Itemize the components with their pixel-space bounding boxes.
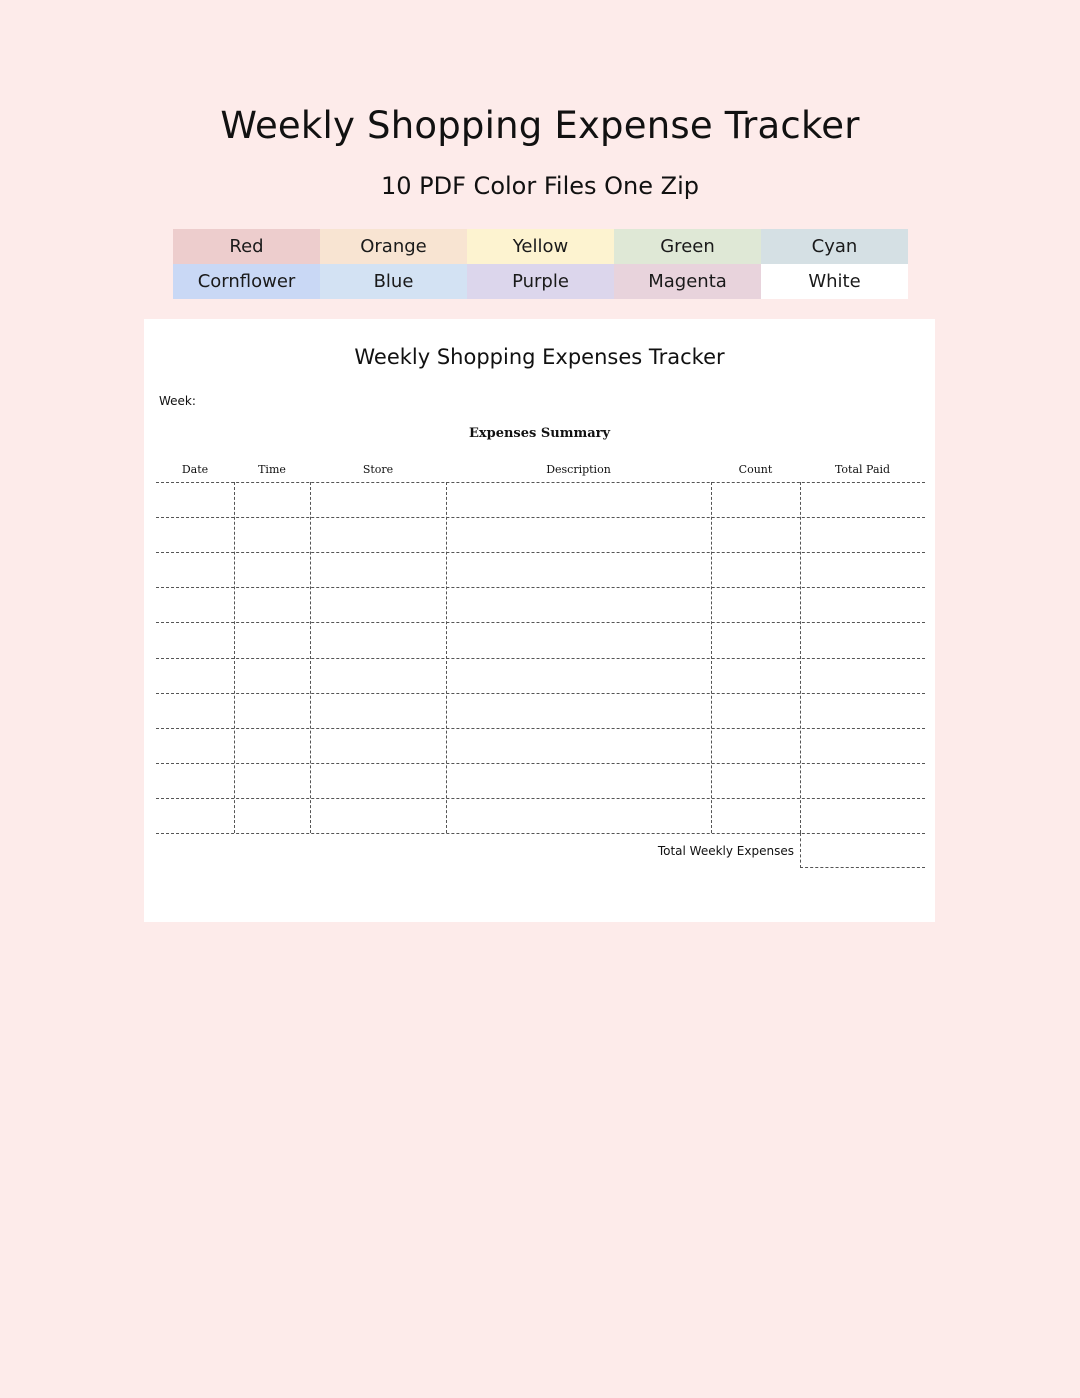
column-header-time: Time [258, 463, 286, 476]
color-swatch-yellow: Yellow [467, 229, 614, 264]
table-row-line [156, 552, 925, 553]
table-row-line [156, 693, 925, 694]
total-box-border [800, 867, 925, 868]
table-row-line [156, 728, 925, 729]
table-row-line [156, 587, 925, 588]
color-swatch-cyan: Cyan [761, 229, 908, 264]
color-swatch-cornflower: Cornflower [173, 264, 320, 299]
total-weekly-expenses-label: Total Weekly Expenses [657, 844, 794, 858]
color-swatch-green: Green [614, 229, 761, 264]
table-row-line [156, 622, 925, 623]
expenses-summary-heading: Expenses Summary [468, 426, 611, 441]
color-swatch-white: White [761, 264, 908, 299]
page-title: Weekly Shopping Expense Tracker [220, 104, 860, 147]
table-row-line [156, 482, 925, 483]
total-box-border [800, 833, 801, 868]
table-row-line [156, 833, 925, 834]
column-header-date: Date [181, 463, 209, 476]
column-header-count: Count [738, 463, 773, 476]
column-header-total-paid: Total Paid [834, 463, 891, 476]
tracker-sheet-preview [144, 319, 935, 922]
color-swatch-purple: Purple [467, 264, 614, 299]
table-row-line [156, 763, 925, 764]
column-header-description: Description [546, 463, 611, 476]
color-swatch-blue: Blue [320, 264, 467, 299]
sheet-title: Weekly Shopping Expenses Tracker [354, 345, 725, 369]
table-row-line [156, 658, 925, 659]
column-header-store: Store [362, 463, 394, 476]
table-row-line [156, 517, 925, 518]
color-swatch-orange: Orange [320, 229, 467, 264]
color-swatch-magenta: Magenta [614, 264, 761, 299]
color-options-grid [173, 229, 908, 299]
color-swatch-red: Red [173, 229, 320, 264]
table-row-line [156, 798, 925, 799]
expense-table-grid [156, 482, 925, 833]
page-subtitle: 10 PDF Color Files One Zip [381, 172, 699, 200]
week-label: Week: [159, 394, 196, 408]
